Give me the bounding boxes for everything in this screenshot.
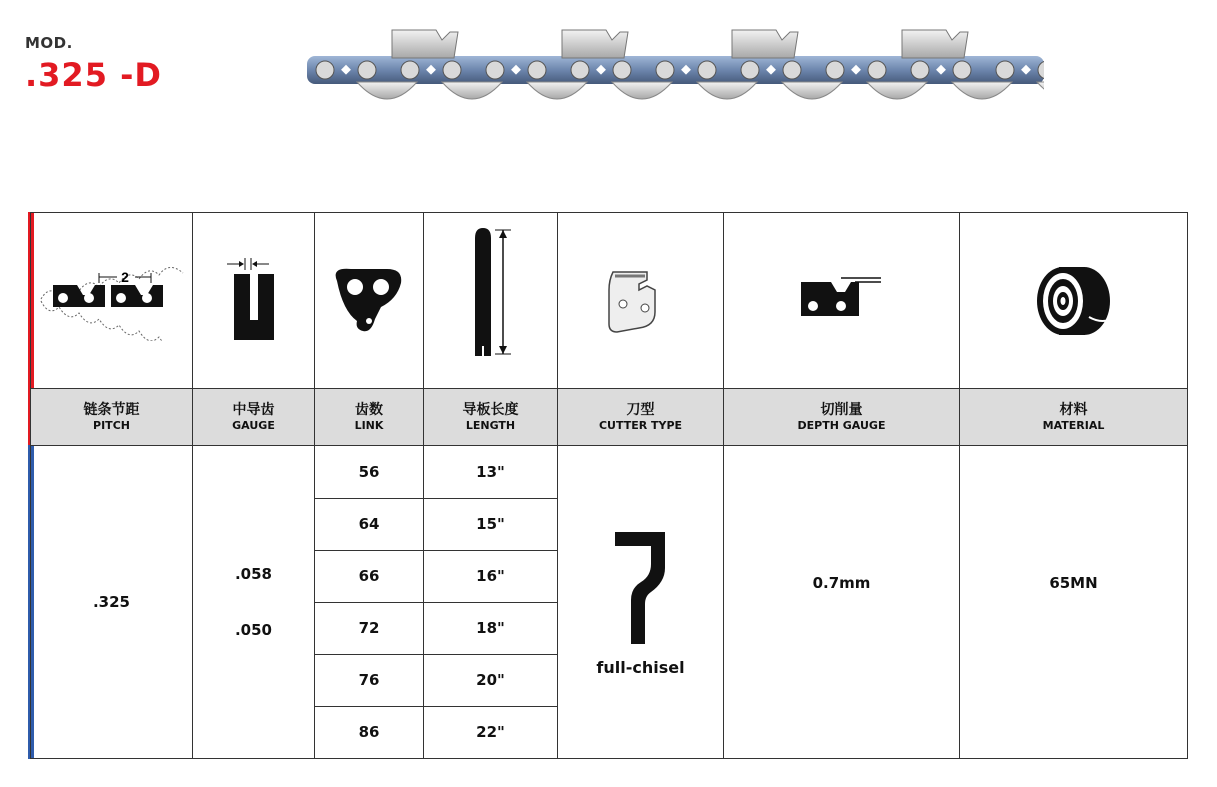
col-header-material: 材料 MATERIAL: [960, 389, 1188, 446]
length-value: 20": [424, 654, 558, 706]
drive-link-icon: [329, 261, 409, 341]
depth-gauge-icon: [797, 276, 887, 326]
col-header-depth-gauge: 切削量 DEPTH GAUGE: [724, 389, 960, 446]
length-value: 16": [424, 550, 558, 602]
table-row: [31, 446, 1188, 498]
cutter-type-value: full-chisel: [596, 657, 685, 677]
gauge-value: .050: [234, 621, 272, 640]
col-header-cutter-type: 刀型 CUTTER TYPE: [558, 389, 724, 446]
pitch-icon-cell: [31, 213, 193, 389]
length-value: 22": [424, 706, 558, 758]
material-icon-cell: [960, 213, 1188, 389]
depth-gauge-value: 0.7mm: [724, 446, 960, 759]
gauge-icon: [219, 256, 289, 346]
cutter-type-cell: [558, 446, 724, 759]
model-name: .325 -D: [25, 56, 162, 94]
col-header-link: 齿数 LINK: [315, 389, 424, 446]
col-header-pitch: 链条节距 PITCH: [31, 389, 193, 446]
mod-label: MOD.: [25, 34, 73, 52]
saw-chain-image: [307, 26, 1044, 116]
link-value: 56: [315, 446, 424, 498]
gauge-value: .058: [234, 565, 272, 584]
steel-coil-icon: [1029, 261, 1119, 341]
length-value: 13": [424, 446, 558, 498]
link-icon-cell: [315, 213, 424, 389]
depth-icon-cell: [724, 213, 960, 389]
pitch-icon-label: 2: [120, 268, 129, 285]
gauge-values: [193, 446, 315, 759]
icon-row: [31, 213, 1188, 389]
gauge-icon-cell: [193, 213, 315, 389]
col-header-length: 导板长度 LENGTH: [424, 389, 558, 446]
length-icon-cell: [424, 213, 558, 389]
chain-pitch-icon: [39, 261, 185, 341]
col-header-gauge: 中导齿 GAUGE: [193, 389, 315, 446]
spec-table: [30, 212, 1188, 759]
full-chisel-icon: [613, 528, 669, 648]
cutter-icon-cell: [558, 213, 724, 389]
cutter-tooth-icon: [601, 266, 681, 336]
length-value: 18": [424, 602, 558, 654]
link-value: 76: [315, 654, 424, 706]
guide-bar-icon: [461, 226, 521, 376]
link-value: 66: [315, 550, 424, 602]
link-value: 86: [315, 706, 424, 758]
link-value: 72: [315, 602, 424, 654]
length-value: 15": [424, 498, 558, 550]
material-value: 65MN: [960, 446, 1188, 759]
pitch-value: .325: [31, 446, 193, 759]
header-row: [31, 389, 1188, 446]
link-value: 64: [315, 498, 424, 550]
